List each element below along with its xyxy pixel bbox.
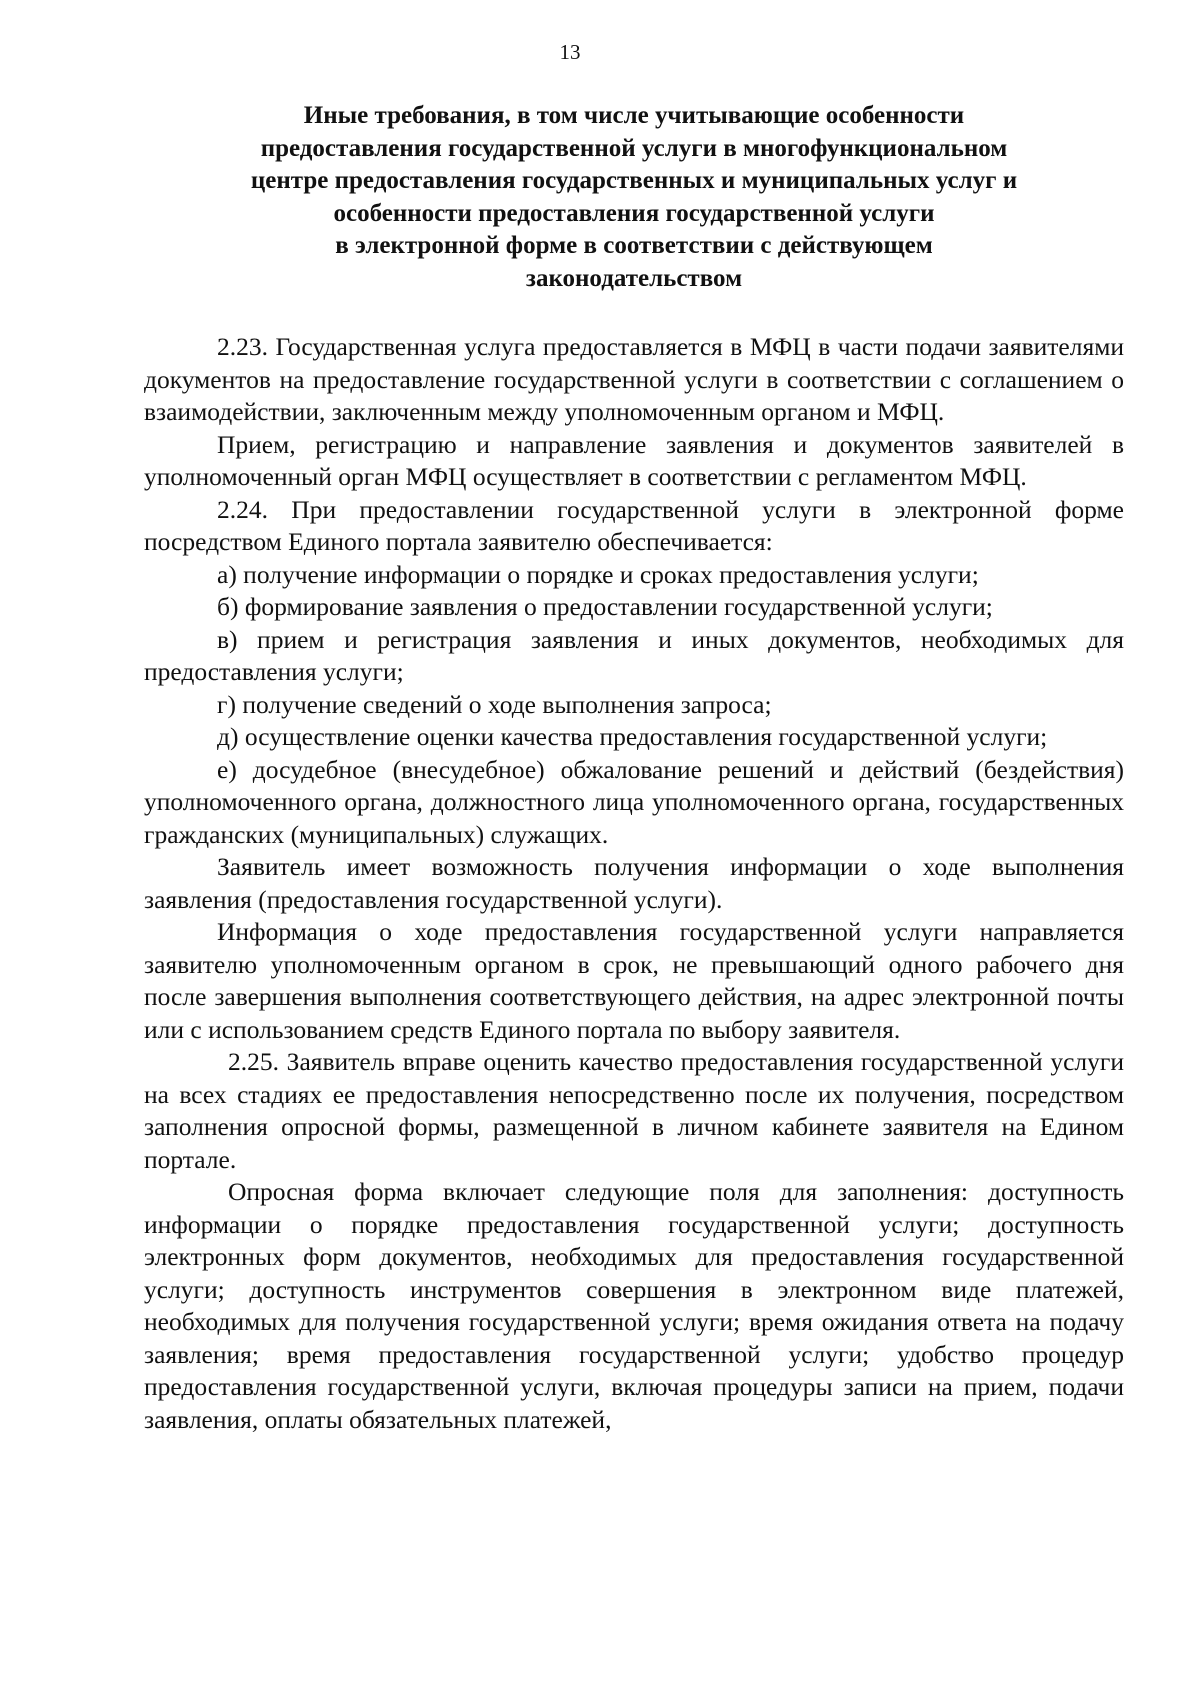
title-line: законодательством (525, 264, 743, 292)
paragraph: Информация о ходе предоставления государственной услуги направляется заявителю уполномоченным органом в срок, не превышающий одного рабочего дня после завершения выполнения соответствующего действия, на адрес электронной почты или с использованием средств Единого портала по выбору заявителя. (144, 917, 1124, 1044)
title-line: центре предоставления государственных и муниципальных услуг и (250, 167, 1018, 194)
paragraph-2-24: 2.24. При предоставлении государственной услуги в электронной форме посредством Единого портала заявителю обеспечивается: (144, 494, 1124, 556)
list-item-d: д) осуществление оценки качества предоставления государственной услуги; (217, 722, 1048, 751)
page-number (144, 40, 1124, 64)
title-line: Иные требования, в том числе учитывающие особенности (303, 102, 965, 129)
section-title (144, 100, 1124, 295)
title-line: предоставления государственной услуги в многофункциональном (260, 134, 1008, 162)
list-item-e: е) досудебное (внесудебное) обжалование решений и действий (бездействия) уполномоченного органа, должностного лица уполномоченного органа, государственных гражданских (муниципальных) служащих. (144, 754, 1124, 849)
title-line: особенности предоставления государственной услуги (333, 199, 935, 227)
paragraph: Заявитель имеет возможность получения информации о ходе выполнения заявления (предоставления государственной услуги). (144, 852, 1124, 914)
list-item-v: в) прием и регистрация заявления и иных документов, необходимых для предоставления услуги; (144, 624, 1124, 686)
paragraph: Прием, регистрацию и направление заявления и документов заявителей в уполномоченный орган МФЦ осуществляет в соответствии с регламентом МФЦ. (144, 429, 1124, 491)
title-line: в электронной форме в соответствии с действующем (335, 232, 933, 259)
list-item-a: а) получение информации о порядке и сроках предоставления услуги; (217, 559, 979, 589)
paragraph-2-25: 2.25. Заявитель вправе оценить качество предоставления государственной услуги на всех стадиях ее предоставления непосредственно после их получения, посредством заполнения опросной формы, размещенной в личном кабинете заявителя на Едином портале. (144, 1047, 1124, 1174)
page-number-text: 13 (559, 40, 581, 64)
paragraph: Опросная форма включает следующие поля для заполнения: доступность информации о порядке предоставления государственной услуги; доступность электронных форм документов, необходимых для предоставления государственной услуги; доступность инструментов совершения в электронном виде платежей, необходимых для получения государственной услуги; время ожидания ответа на подачу заявления; время предоставления государственной услуги; удобство процедур предоставления государственной услуги, включая процедуры записи на прием, подачи заявления, оплаты обязательных платежей, (144, 1177, 1124, 1434)
paragraph-2-23: 2.23. Государственная услуга предоставляется в МФЦ в части подачи заявителями документов на предоставление государственной услуги в соответствии с соглашением о взаимодействии, заключенным между уполномоченным органом и МФЦ. (144, 332, 1124, 426)
document-page (144, 40, 1124, 1436)
list-item-g: г) получение сведений о ходе выполнения запроса; (217, 689, 772, 719)
document-body (144, 331, 1124, 1436)
list-item-b: б) формирование заявления о предоставлении государственной услуги; (217, 592, 993, 621)
